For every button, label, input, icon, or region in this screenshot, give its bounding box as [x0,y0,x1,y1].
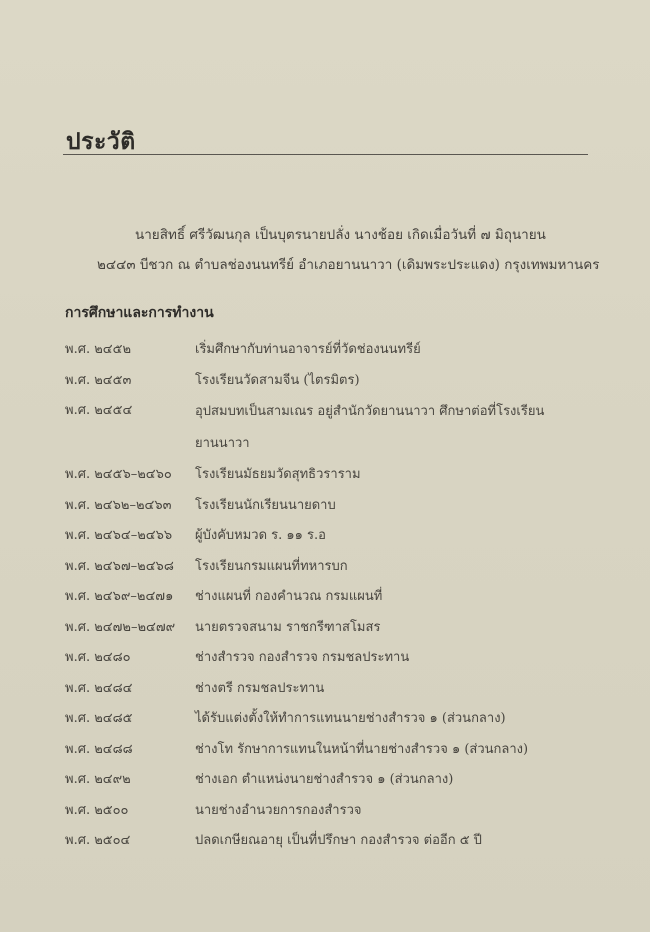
entry-description: โรงเรียนวัดสามจีน (ไตรมิตร) [195,372,360,388]
entry-year: พ.ศ. ๒๕๐๔ [65,833,131,848]
intro-line-1: นายสิทธิ์ ศรีวัฒนกุล เป็นบุตรนายปลั่ง นางช้อย เกิดเมื่อวันที่ ๗ มิถุนายน [135,227,546,243]
entry-year: พ.ศ. ๒๔๕๒ [65,342,132,357]
entry-description: ปลดเกษียณอายุ เป็นที่ปรึกษา กองสำรวจ ต่ออีก ๕ ปี [195,833,482,848]
timeline-entry [65,460,590,491]
entry-description: ผู้บังคับหมวด ร. ๑๑ ร.อ [195,528,326,543]
entry-year: พ.ศ. ๒๔๖๙–๒๔๗๑ [65,589,174,604]
timeline-entry [65,796,590,827]
timeline-entry [65,582,590,613]
intro-paragraph [97,220,600,280]
entry-year: พ.ศ. ๒๔๘๔ [65,680,133,696]
timeline-entry [65,826,590,857]
entry-year: พ.ศ. ๒๔๘๕ [65,711,133,726]
entry-year: พ.ศ. ๒๔๗๒–๒๔๗๙ [65,619,176,635]
entry-year: พ.ศ. ๒๔๖๔–๒๔๖๖ [65,528,173,543]
timeline-entry [65,674,590,705]
entry-year: พ.ศ. ๒๔๖๗–๒๔๖๘ [65,558,174,574]
entry-description: ได้รับแต่งตั้งให้ทำการแทนนายช่างสำรวจ ๑ (ส่วนกลาง) [195,711,506,726]
timeline-entry [65,552,590,583]
entry-year: พ.ศ. ๒๔๕๖–๒๔๖๐ [65,467,172,482]
entry-year: พ.ศ. ๒๔๕๓ [65,372,132,388]
page-heading: ประวัติ [66,128,136,155]
entry-year: พ.ศ. ๒๔๙๒ [65,772,131,787]
entry-description: ช่างสำรวจ กองสำรวจ กรมชลประทาน [195,650,410,665]
entry-description: ช่างโท รักษาการแทนในหน้าที่นายช่างสำรวจ ๑ (ส่วนกลาง) [195,741,529,757]
timeline-entry [65,613,590,644]
intro-line-2: ๒๔๔๓ บีชวก ณ ตำบลช่องนนทรีย์ อำเภอยานนาวา (เดิมพระประแดง) กรุงเทพมหานคร [97,257,600,273]
timeline-list [65,335,590,857]
entry-year: พ.ศ. ๒๔๖๒–๒๔๖๓ [65,497,172,513]
entry-description: ช่างตรี กรมชลประทาน [195,680,325,696]
timeline-entry [65,704,590,735]
timeline-entry [65,335,590,366]
timeline-entry [65,366,590,397]
timeline-entry [65,491,590,522]
entry-description: ช่างเอก ตำแหน่งนายช่างสำรวจ ๑ (ส่วนกลาง) [195,772,454,787]
entry-year: พ.ศ. ๒๔๕๔ [65,403,133,418]
entry-description: นายช่างอำนวยการกองสำรวจ [195,802,362,818]
timeline-entry [65,396,590,460]
timeline-entry [65,521,590,552]
entry-year: พ.ศ. ๒๕๐๐ [65,802,129,818]
entry-description: เริ่มศึกษากับท่านอาจารย์ที่วัดช่องนนทรีย์ [195,342,421,357]
entry-description: ช่างแผนที่ กองคำนวณ กรมแผนที่ [195,589,383,604]
timeline-entry [65,735,590,766]
entry-year: พ.ศ. ๒๔๘๘ [65,741,133,757]
entry-description: อุปสมบทเป็นสามเณร อยู่สำนักวัดยานนาวา ศึกษาต่อที่โรงเรียนยานนาวา [195,404,545,451]
entry-description: โรงเรียนนักเรียนนายดาบ [195,497,336,513]
entry-description: โรงเรียนกรมแผนที่ทหารบก [195,558,348,574]
entry-description: นายตรวจสนาม ราชกรีฑาสโมสร [195,619,381,635]
heading-rule [63,154,588,155]
timeline-entry [65,765,590,796]
entry-year: พ.ศ. ๒๔๘๐ [65,650,131,665]
section-title: การศึกษาและการทำงาน [65,305,214,321]
timeline-entry [65,643,590,674]
entry-description: โรงเรียนมัธยมวัดสุทธิวราราม [195,467,361,482]
